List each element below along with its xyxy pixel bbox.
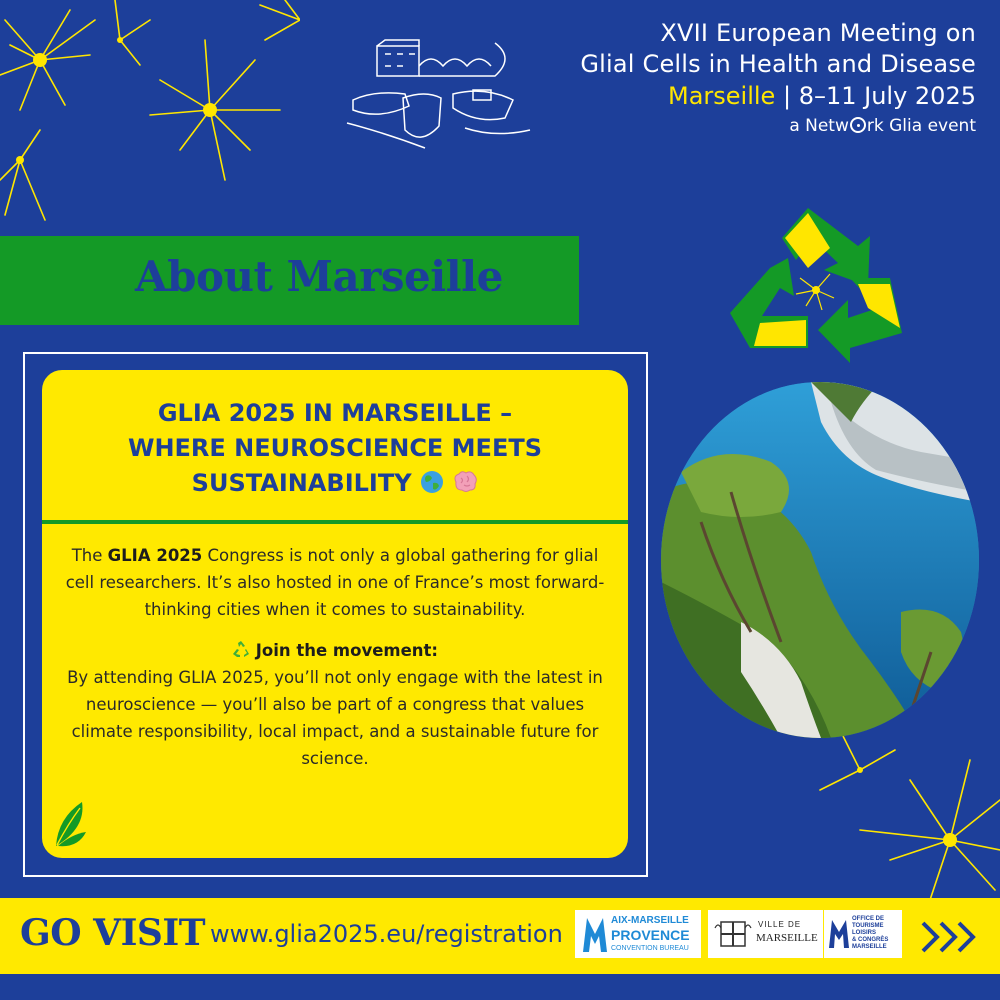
card-heading: GLIA 2025 IN MARSEILLE – WHERE NEUROSCIENCE MEETS SUSTAINABILITY — [127, 399, 543, 497]
brain-icon — [452, 470, 478, 494]
calanques-photo-illustration — [661, 382, 979, 738]
neuron-decoration-top-left — [0, 0, 300, 230]
harbour-sketch-illustration — [345, 38, 535, 153]
header-separator: | — [782, 82, 792, 110]
neuron-decoration-bottom-right — [800, 720, 1000, 900]
intro-paragraph: The GLIA 2025 Congress is not only a global gathering for glial cell researchers. It’s also hosted in one of France’s most forward-thinking cities when it comes to sustainability. — [65, 546, 605, 619]
header-title-line2: Glial Cells in Health and Disease — [580, 50, 976, 78]
movement-title: Join the movement: — [58, 637, 612, 664]
office-de-tourisme-logo: OFFICE DE TOURISME LOISIRS & CONGRÈS MARSEILLE — [824, 910, 902, 958]
info-card — [42, 370, 628, 858]
globe-icon — [420, 470, 444, 494]
amp-m-icon — [581, 914, 609, 954]
event-header — [580, 18, 976, 137]
about-title: About Marseille — [135, 252, 503, 301]
network-logo-icon — [850, 117, 866, 133]
header-location-dates — [580, 80, 976, 113]
marseille-crest-icon — [713, 918, 753, 950]
card-divider — [42, 520, 628, 524]
calanques-photo — [661, 382, 979, 738]
movement-paragraph: By attending GLIA 2025, you’ll not only engage with the latest in neuroscience — you’ll also be part of a congress that values climate responsibility, local impact, and a sustainable future for science. — [67, 668, 603, 768]
aix-marseille-provence-logo: AIX-MARSEILLE PROVENCE CONVENTION BUREAU — [575, 910, 701, 958]
recycle-small-icon — [232, 641, 250, 658]
recycle-icon — [730, 208, 905, 368]
go-visit-label: GO VISIT — [20, 912, 206, 954]
card-body — [58, 542, 612, 772]
registration-link[interactable]: www.glia2025.eu/registration — [210, 920, 563, 948]
network-glia-tagline: a Netw rk Glia event — [789, 116, 976, 136]
header-city: Marseille — [667, 82, 776, 110]
header-dates: 8–11 July 2025 — [798, 82, 976, 110]
chevrons-right-icon[interactable] — [919, 917, 981, 957]
ville-de-marseille-logo: VILLE DE MARSEILLE — [708, 910, 823, 958]
office-m-icon — [828, 918, 850, 950]
header-title-line1: XVII European Meeting on — [660, 19, 976, 47]
leaf-icon — [52, 798, 90, 848]
